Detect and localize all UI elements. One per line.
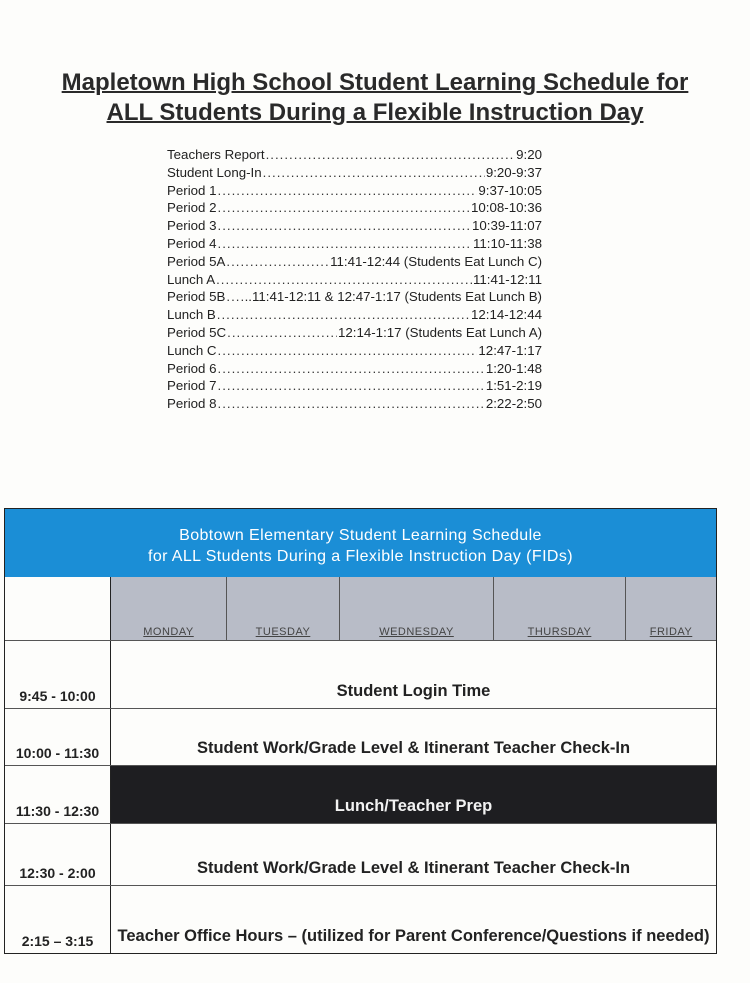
schedule-row: [167, 288, 542, 306]
schedule-label: Lunch B: [167, 307, 216, 323]
schedule-row: [167, 377, 542, 395]
schedule-row: [167, 164, 542, 182]
schedule-label: Teachers Report: [167, 147, 265, 162]
elementary-table-header: [5, 509, 716, 577]
schedule-time: 1:51-2:19: [485, 378, 542, 394]
schedule-label: Period 7: [167, 378, 217, 394]
schedule-row-work-morning: [5, 708, 716, 765]
schedule-label: Period 8: [167, 396, 217, 412]
schedule-time: 12:47-1:17: [478, 342, 542, 358]
schedule-time: 10:08-10:36: [471, 200, 542, 216]
time-cell: 10:00 - 11:30: [5, 709, 111, 765]
schedule-row-login: [5, 640, 716, 708]
schedule-row: [167, 146, 542, 164]
high-school-title-line-1: Mapletown High School Student Learning Schedule for: [61, 69, 689, 96]
schedule-row-work-afternoon: [5, 823, 716, 885]
schedule-row: [167, 342, 542, 360]
leader-dots: [218, 235, 472, 253]
day-header-friday: FRIDAY: [626, 577, 716, 640]
day-header-wednesday: WEDNESDAY: [340, 577, 494, 640]
empty-corner-cell: [5, 577, 111, 640]
schedule-row: [167, 217, 542, 235]
schedule-row: [167, 395, 542, 413]
elementary-title-line-1: Bobtown Elementary Student Learning Schedule: [179, 527, 542, 544]
schedule-label: Period 6: [167, 360, 217, 376]
leader-dots: [217, 306, 470, 324]
schedule-label: Period 4: [167, 235, 217, 251]
schedule-time: 9:37-10:05: [478, 182, 542, 198]
high-school-schedule-list: [167, 146, 542, 413]
weekday-header-row: [111, 577, 716, 640]
activity-cell: Teacher Office Hours – (utilized for Parent Conference/Questions if needed): [117, 927, 710, 945]
leader-dots: [226, 253, 329, 271]
schedule-time: 11:41-12:44 (Students Eat Lunch C): [330, 253, 542, 269]
leader-dots: [218, 199, 470, 217]
time-cell: 2:15 – 3:15: [5, 886, 111, 953]
leader-dots: [218, 182, 478, 200]
schedule-label: Period 5C: [167, 324, 227, 340]
schedule-label: Period 3: [167, 218, 217, 234]
leader-dots: [218, 377, 485, 395]
day-header-monday: MONDAY: [111, 577, 227, 640]
schedule-label: Student Long-In: [167, 164, 262, 180]
schedule-label: Period 5A: [167, 253, 226, 269]
schedule-time: ..11:41-12:11 & 12:47-1:17 (Students Eat Lunch B): [244, 289, 542, 305]
schedule-time: 9:20-9:37: [485, 164, 542, 180]
leader-dots: [263, 164, 485, 182]
leader-dots: [218, 395, 485, 413]
high-school-title-line-2: ALL Students During a Flexible Instruction Day: [106, 99, 644, 126]
schedule-row: [167, 306, 542, 324]
schedule-row: [167, 235, 542, 253]
schedule-label: Period 2: [167, 200, 217, 216]
schedule-time: 12:14-1:17 (Students Eat Lunch A): [337, 324, 542, 340]
day-header-tuesday: TUESDAY: [227, 577, 340, 640]
schedule-row: [167, 324, 542, 342]
schedule-time: 11:41-12:11: [472, 271, 542, 287]
leader-dots: [266, 146, 516, 164]
leader-dots: [227, 324, 337, 342]
leader-dots: [226, 288, 243, 306]
activity-cell: Student Login Time: [336, 682, 491, 700]
schedule-time: 11:10-11:38: [472, 235, 542, 251]
schedule-label: Lunch C: [167, 342, 217, 358]
time-cell: 11:30 - 12:30: [5, 766, 111, 823]
high-school-title: [0, 68, 750, 128]
schedule-row: [167, 253, 542, 271]
time-cell: 12:30 - 2:00: [5, 824, 111, 885]
schedule-row: [167, 271, 542, 289]
activity-cell: Lunch/Teacher Prep: [111, 766, 716, 823]
leader-dots: [218, 342, 478, 360]
schedule-row: [167, 182, 542, 200]
day-header-thursday: THURSDAY: [494, 577, 626, 640]
leader-dots: [218, 217, 471, 235]
leader-dots: [218, 360, 485, 378]
schedule-row-lunch: [5, 765, 716, 823]
elementary-schedule-table: [4, 508, 717, 954]
schedule-label: Lunch A: [167, 271, 216, 287]
schedule-time: 12:14-12:44: [471, 307, 542, 323]
schedule-row: [167, 360, 542, 378]
schedule-row: [167, 199, 542, 217]
schedule-time: 2:22-2:50: [485, 396, 542, 412]
activity-cell: Student Work/Grade Level & Itinerant Teacher Check-In: [196, 859, 631, 877]
schedule-label: Period 1: [167, 182, 217, 198]
activity-cell: Student Work/Grade Level & Itinerant Teacher Check-In: [196, 739, 631, 757]
schedule-time: 9:20: [516, 147, 542, 162]
schedule-time: 10:39-11:07: [472, 218, 542, 234]
elementary-title-line-2: for ALL Students During a Flexible Instruction Day (FIDs): [147, 548, 574, 565]
schedule-time: 1:20-1:48: [485, 360, 542, 376]
time-cell: 9:45 - 10:00: [5, 641, 111, 708]
schedule-label: Period 5B: [167, 289, 226, 305]
leader-dots: [216, 271, 472, 289]
schedule-row-office-hours: [5, 885, 716, 953]
